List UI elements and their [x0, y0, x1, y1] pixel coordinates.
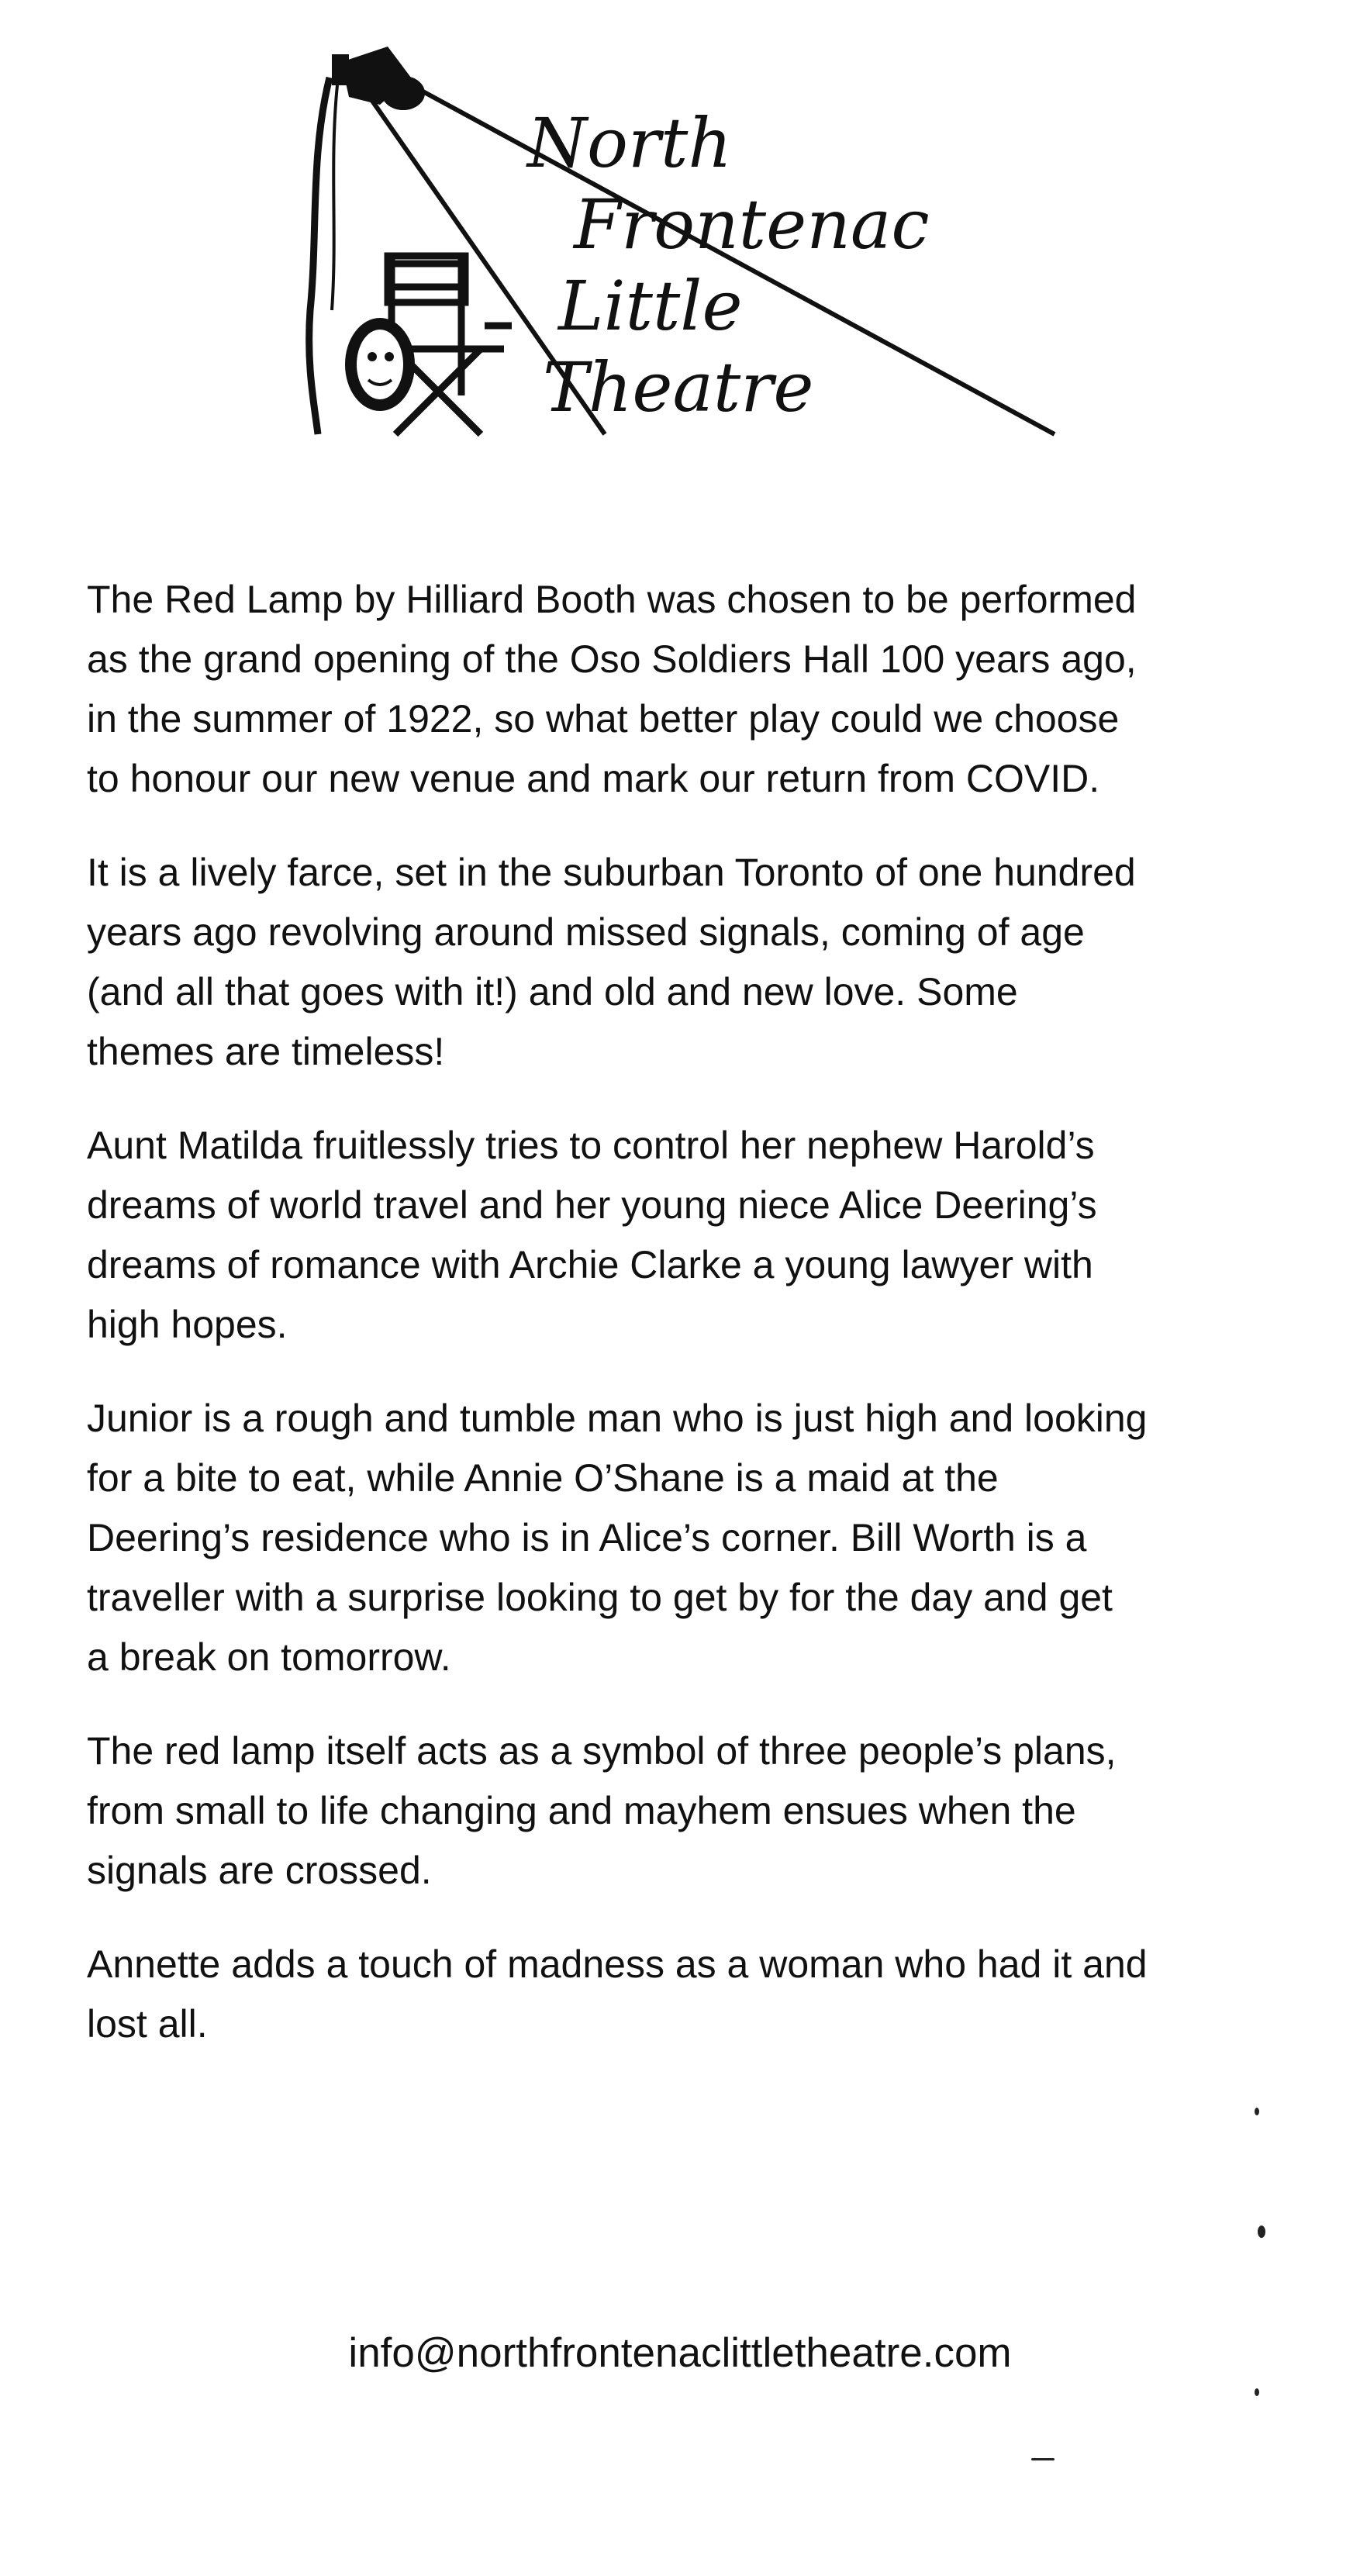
- scan-speck: [1255, 2388, 1259, 2396]
- logo-word-frontenac: Frontenac: [574, 185, 930, 264]
- play-description: [87, 570, 1296, 2088]
- paragraph-annette: Annette adds a touch of madness as a woman who had it and lost all.: [87, 1942, 1148, 2046]
- logo-word-north: North: [527, 103, 733, 183]
- paragraph-junior: Junior is a rough and tumble man who is just high and looking for a bite to eat, while Annie O’Shane is a maid at the Deering’s residence who is in Alice’s corner. Bill Worth is a traveller with a surprise looking to get by for the day and get a break on tomorrow.: [87, 1397, 1148, 1679]
- logo-word-theatre: Theatre: [543, 347, 814, 427]
- scan-speck: [1258, 2226, 1265, 2238]
- spotlight-icon: [332, 47, 425, 110]
- theatre-mask-icon: [345, 318, 415, 411]
- scan-speck: [1031, 2458, 1055, 2460]
- scan-speck: [1255, 2108, 1259, 2115]
- contact-email: info@northfrontenaclittletheatre.com: [348, 2330, 1012, 2376]
- paragraph-red-lamp: The red lamp itself acts as a symbol of three people’s plans, from small to life changing and mayhem ensues when the signals are crossed.: [87, 1729, 1117, 1892]
- paragraph-intro: The Red Lamp by Hilliard Booth was chosen to be performed as the grand opening of the Oso Soldiers Hall 100 years ago, in the summer of 1922, so what better play could we choose to honour our new venue and mark our return from COVID.: [87, 578, 1137, 800]
- theatre-logo: [295, 31, 1086, 465]
- theatre-logo-graphic: [295, 31, 1086, 465]
- paragraph-aunt-matilda: Aunt Matilda fruitlessly tries to control her nephew Harold’s dreams of world travel and her young niece Alice Deering’s dreams of romance with Archie Clarke a young lawyer with high hopes.: [87, 1124, 1097, 1346]
- logo-word-little: Little: [558, 266, 743, 346]
- paragraph-farce: It is a lively farce, set in the suburban Toronto of one hundred years ago revolving around missed signals, coming of age (and all that goes with it!) and old and new love. Some themes are timeless!: [87, 851, 1136, 1073]
- lamp-cable: [309, 78, 330, 434]
